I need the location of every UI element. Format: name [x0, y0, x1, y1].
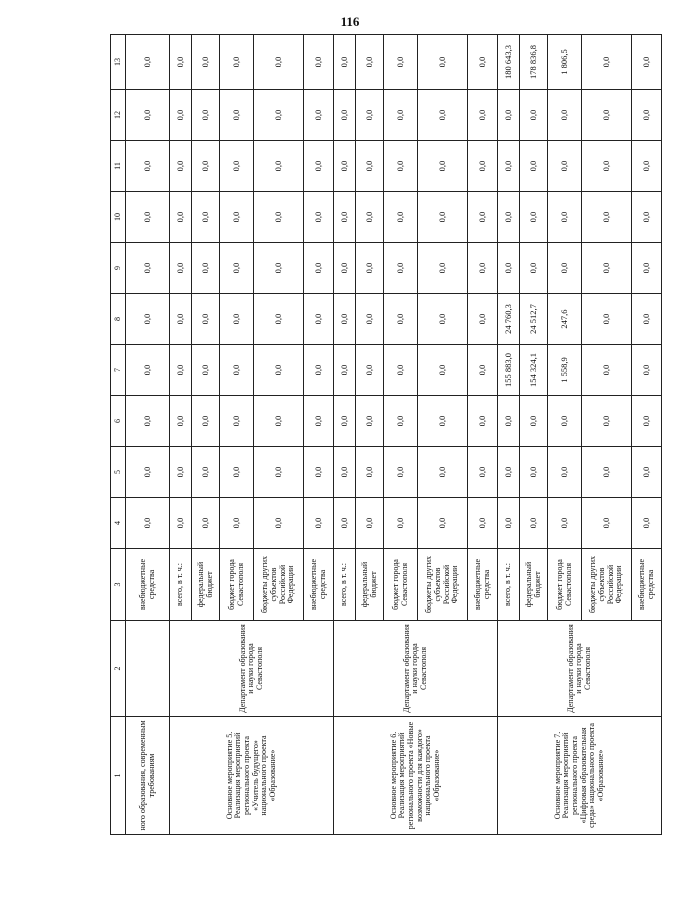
value-cell: 0,0	[254, 141, 304, 192]
value-cell: 0,0	[418, 192, 468, 243]
executor-cell: Департамент образования и науки города Севастополя	[498, 621, 662, 717]
value-cell: 1 558,9	[548, 345, 582, 396]
value-cell: 0,0	[418, 498, 468, 549]
value-cell: 0,0	[384, 345, 418, 396]
value-cell: 0,0	[548, 498, 582, 549]
funding-source-cell: федеральный бюджет	[192, 549, 220, 621]
value-cell: 0,0	[254, 192, 304, 243]
value-cell: 0,0	[192, 192, 220, 243]
value-cell: 0,0	[126, 498, 170, 549]
value-cell: 155 883,0	[498, 345, 520, 396]
value-cell: 0,0	[384, 498, 418, 549]
value-cell: 0,0	[220, 35, 254, 90]
value-cell: 0,0	[384, 90, 418, 141]
value-cell: 0,0	[548, 396, 582, 447]
value-cell: 24 760,3	[498, 294, 520, 345]
value-cell: 0,0	[254, 294, 304, 345]
value-cell: 0,0	[356, 396, 384, 447]
value-cell: 0,0	[356, 447, 384, 498]
value-cell: 0,0	[582, 243, 632, 294]
funding-source-cell: бюджеты других субъектов Российской Федерации	[582, 549, 632, 621]
value-cell: 0,0	[418, 396, 468, 447]
value-cell: 0,0	[582, 498, 632, 549]
value-cell: 0,0	[334, 498, 356, 549]
value-cell: 0,0	[192, 294, 220, 345]
column-number-header: 6	[111, 396, 126, 447]
value-cell: 0,0	[254, 396, 304, 447]
funding-source-cell: всего, в т. ч.:	[170, 549, 192, 621]
value-cell: 0,0	[582, 345, 632, 396]
value-cell: 0,0	[170, 498, 192, 549]
value-cell: 0,0	[126, 90, 170, 141]
value-cell: 0,0	[304, 35, 334, 90]
value-cell: 0,0	[192, 243, 220, 294]
value-cell: 0,0	[582, 192, 632, 243]
value-cell: 0,0	[170, 396, 192, 447]
value-cell: 180 643,3	[498, 35, 520, 90]
value-cell: 0,0	[548, 141, 582, 192]
value-cell: 0,0	[254, 498, 304, 549]
value-cell: 0,0	[384, 447, 418, 498]
column-number-header: 13	[111, 35, 126, 90]
value-cell: 0,0	[192, 396, 220, 447]
value-cell: 0,0	[126, 294, 170, 345]
event-name-cell: Основное мероприятие 7. Реализация мероприятий регионального проекта «Цифровая образовательная среда» национального проекта «Образование»	[498, 717, 662, 835]
value-cell: 0,0	[220, 90, 254, 141]
table-body	[111, 35, 662, 835]
value-cell: 0,0	[356, 90, 384, 141]
funding-source-cell: внебюджетные средства	[304, 549, 334, 621]
value-cell: 0,0	[520, 447, 548, 498]
value-cell: 0,0	[356, 243, 384, 294]
value-cell: 0,0	[356, 141, 384, 192]
value-cell: 0,0	[468, 345, 498, 396]
value-cell: 0,0	[334, 243, 356, 294]
value-cell: 0,0	[632, 396, 662, 447]
value-cell: 0,0	[304, 141, 334, 192]
table-container	[110, 35, 655, 835]
value-cell: 0,0	[220, 396, 254, 447]
value-cell: 24 512,7	[520, 294, 548, 345]
value-cell: 0,0	[498, 243, 520, 294]
value-cell: 0,0	[192, 498, 220, 549]
value-cell: 0,0	[334, 192, 356, 243]
value-cell: 0,0	[582, 90, 632, 141]
value-cell: 0,0	[582, 141, 632, 192]
value-cell: 1 806,5	[548, 35, 582, 90]
event-name-cell: Основное мероприятие 6. Реализация мероприятий регионального проекта «Новые возможности для каждого» национального проекта «Образование»	[334, 717, 498, 835]
value-cell: 0,0	[582, 396, 632, 447]
funding-source-cell: бюджет города Севастополя	[384, 549, 418, 621]
column-number-header: 7	[111, 345, 126, 396]
value-cell: 0,0	[304, 396, 334, 447]
value-cell: 0,0	[548, 192, 582, 243]
value-cell: 0,0	[126, 192, 170, 243]
value-cell: 0,0	[384, 243, 418, 294]
funding-source-cell: внебюджетные средства	[468, 549, 498, 621]
value-cell: 0,0	[468, 141, 498, 192]
value-cell: 0,0	[520, 396, 548, 447]
value-cell: 0,0	[498, 498, 520, 549]
funding-source-cell: бюджет города Севастополя	[548, 549, 582, 621]
value-cell: 0,0	[220, 498, 254, 549]
value-cell: 0,0	[520, 192, 548, 243]
value-cell: 0,0	[468, 35, 498, 90]
value-cell: 0,0	[170, 243, 192, 294]
value-cell: 0,0	[254, 345, 304, 396]
value-cell: 0,0	[126, 345, 170, 396]
event-name-cell: ного образования, современным требованиям	[126, 717, 170, 835]
value-cell: 0,0	[356, 345, 384, 396]
value-cell: 0,0	[632, 90, 662, 141]
executor-cell: Департамент образования и науки города Севастополя	[334, 621, 498, 717]
value-cell: 0,0	[384, 294, 418, 345]
value-cell: 0,0	[632, 345, 662, 396]
value-cell: 154 324,1	[520, 345, 548, 396]
value-cell: 0,0	[254, 90, 304, 141]
value-cell: 0,0	[520, 90, 548, 141]
value-cell: 0,0	[170, 345, 192, 396]
value-cell: 0,0	[632, 447, 662, 498]
column-number-header: 8	[111, 294, 126, 345]
value-cell: 0,0	[304, 90, 334, 141]
value-cell: 0,0	[520, 498, 548, 549]
value-cell: 0,0	[632, 141, 662, 192]
value-cell: 0,0	[220, 345, 254, 396]
value-cell: 0,0	[498, 447, 520, 498]
value-cell: 0,0	[192, 447, 220, 498]
value-cell: 0,0	[192, 35, 220, 90]
value-cell: 0,0	[498, 396, 520, 447]
value-cell: 0,0	[384, 35, 418, 90]
value-cell: 0,0	[126, 396, 170, 447]
value-cell: 0,0	[356, 35, 384, 90]
value-cell: 178 836,8	[520, 35, 548, 90]
value-cell: 0,0	[632, 294, 662, 345]
page-number: 116	[340, 14, 360, 29]
table-row	[126, 35, 170, 835]
value-cell: 0,0	[170, 90, 192, 141]
table-row	[170, 35, 192, 835]
column-number-header: 2	[111, 621, 126, 717]
value-cell: 0,0	[384, 396, 418, 447]
value-cell: 0,0	[548, 447, 582, 498]
value-cell: 0,0	[334, 345, 356, 396]
value-cell: 0,0	[334, 141, 356, 192]
value-cell: 0,0	[632, 243, 662, 294]
value-cell: 0,0	[356, 498, 384, 549]
value-cell: 0,0	[304, 498, 334, 549]
executor-cell: Департамент образования и науки города Севастополя	[170, 621, 334, 717]
value-cell: 0,0	[220, 141, 254, 192]
column-number-header: 3	[111, 549, 126, 621]
value-cell: 0,0	[356, 192, 384, 243]
funding-source-cell: федеральный бюджет	[356, 549, 384, 621]
value-cell: 0,0	[170, 141, 192, 192]
value-cell: 0,0	[170, 35, 192, 90]
funding-source-cell: бюджеты других субъектов Российской Федерации	[418, 549, 468, 621]
value-cell: 0,0	[254, 447, 304, 498]
value-cell: 0,0	[304, 192, 334, 243]
column-number-header: 5	[111, 447, 126, 498]
value-cell: 0,0	[192, 345, 220, 396]
value-cell: 0,0	[220, 447, 254, 498]
value-cell: 0,0	[418, 35, 468, 90]
value-cell: 0,0	[384, 141, 418, 192]
funding-source-cell: внебюджетные средства	[632, 549, 662, 621]
event-name-cell: Основное мероприятие 5. Реализация мероприятий регионального проекта «Учитель будущего» национального проекта «Образование»	[170, 717, 334, 835]
value-cell: 0,0	[126, 35, 170, 90]
header-row	[111, 35, 126, 835]
column-number-header: 1	[111, 717, 126, 835]
value-cell: 0,0	[468, 294, 498, 345]
value-cell: 0,0	[418, 345, 468, 396]
funding-source-cell: бюджеты других субъектов Российской Федерации	[254, 549, 304, 621]
funding-source-cell: внебюджетные средства	[126, 549, 170, 621]
value-cell: 0,0	[418, 447, 468, 498]
value-cell: 0,0	[170, 192, 192, 243]
table-row	[334, 35, 356, 835]
value-cell: 0,0	[418, 294, 468, 345]
funding-source-cell: федеральный бюджет	[520, 549, 548, 621]
value-cell: 0,0	[334, 35, 356, 90]
value-cell: 0,0	[304, 345, 334, 396]
value-cell: 0,0	[632, 498, 662, 549]
value-cell: 0,0	[418, 90, 468, 141]
value-cell: 0,0	[418, 141, 468, 192]
value-cell: 247,6	[548, 294, 582, 345]
value-cell: 0,0	[468, 90, 498, 141]
value-cell: 0,0	[520, 243, 548, 294]
column-number-header: 11	[111, 141, 126, 192]
value-cell: 0,0	[384, 192, 418, 243]
column-number-header: 10	[111, 192, 126, 243]
value-cell: 0,0	[632, 192, 662, 243]
value-cell: 0,0	[582, 35, 632, 90]
column-number-header: 9	[111, 243, 126, 294]
value-cell: 0,0	[548, 90, 582, 141]
value-cell: 0,0	[304, 243, 334, 294]
value-cell: 0,0	[334, 396, 356, 447]
table-row	[498, 35, 520, 835]
value-cell: 0,0	[220, 243, 254, 294]
value-cell: 0,0	[498, 192, 520, 243]
value-cell: 0,0	[468, 396, 498, 447]
value-cell: 0,0	[334, 90, 356, 141]
value-cell: 0,0	[498, 141, 520, 192]
value-cell: 0,0	[254, 243, 304, 294]
value-cell: 0,0	[356, 294, 384, 345]
value-cell: 0,0	[170, 447, 192, 498]
value-cell: 0,0	[468, 243, 498, 294]
value-cell: 0,0	[254, 35, 304, 90]
value-cell: 0,0	[468, 192, 498, 243]
value-cell: 0,0	[468, 447, 498, 498]
value-cell: 0,0	[520, 141, 548, 192]
value-cell: 0,0	[304, 447, 334, 498]
funding-source-cell: всего, в т. ч.:	[498, 549, 520, 621]
value-cell: 0,0	[334, 294, 356, 345]
value-cell: 0,0	[170, 294, 192, 345]
value-cell: 0,0	[126, 141, 170, 192]
budget-table	[110, 34, 662, 835]
column-number-header: 12	[111, 90, 126, 141]
value-cell: 0,0	[418, 243, 468, 294]
value-cell: 0,0	[304, 294, 334, 345]
value-cell: 0,0	[498, 90, 520, 141]
value-cell: 0,0	[334, 447, 356, 498]
value-cell: 0,0	[192, 141, 220, 192]
value-cell: 0,0	[582, 447, 632, 498]
value-cell: 0,0	[468, 498, 498, 549]
value-cell: 0,0	[126, 243, 170, 294]
funding-source-cell: бюджет города Севастополя	[220, 549, 254, 621]
column-number-header: 4	[111, 498, 126, 549]
executor-cell	[126, 621, 170, 717]
funding-source-cell: всего, в т. ч.:	[334, 549, 356, 621]
value-cell: 0,0	[192, 90, 220, 141]
value-cell: 0,0	[220, 192, 254, 243]
value-cell: 0,0	[632, 35, 662, 90]
value-cell: 0,0	[582, 294, 632, 345]
value-cell: 0,0	[220, 294, 254, 345]
value-cell: 0,0	[548, 243, 582, 294]
value-cell: 0,0	[126, 447, 170, 498]
